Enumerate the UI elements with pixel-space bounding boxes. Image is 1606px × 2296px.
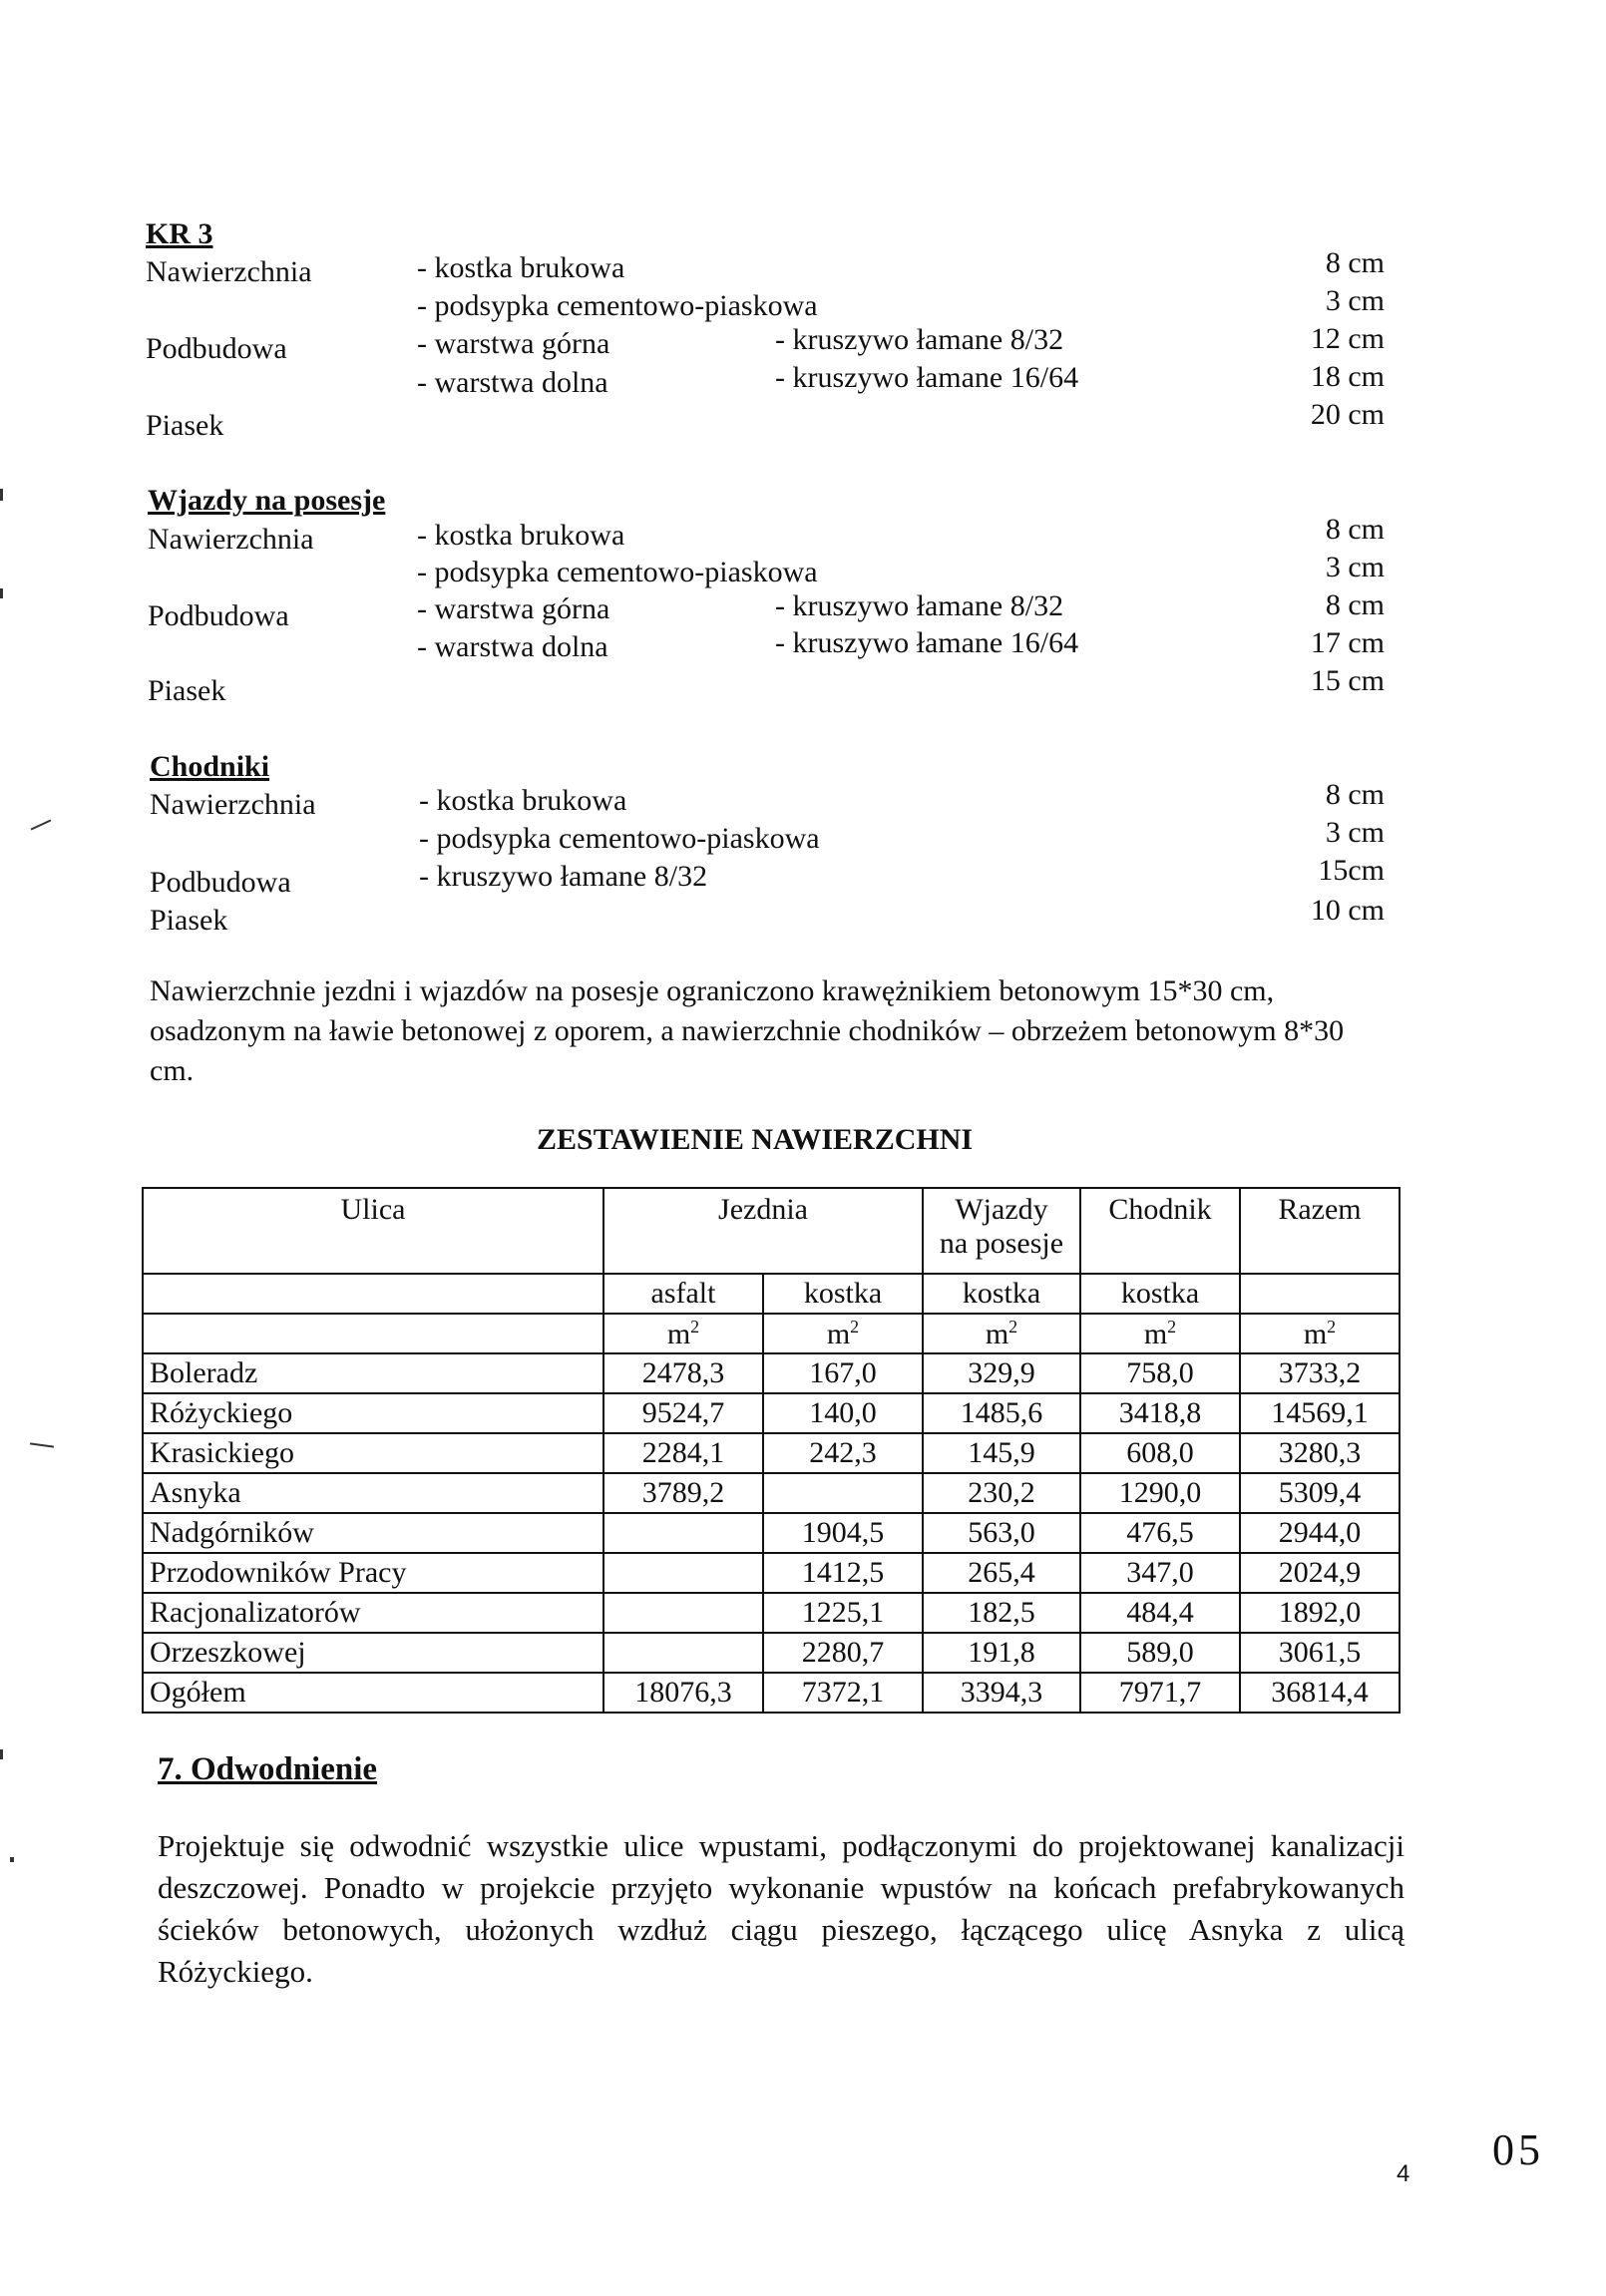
header-wjazdy <box>923 1188 1080 1274</box>
layer-label: Piasek <box>148 674 226 707</box>
cell-razem: 14569,1 <box>1240 1393 1400 1433</box>
layer-desc: - warstwa dolna <box>417 366 608 399</box>
layer-label: Nawierzchnia <box>146 255 312 288</box>
cell-wjazdy: 191,8 <box>923 1633 1080 1673</box>
cell-wjazdy: 563,0 <box>923 1513 1080 1553</box>
layer-desc: - kostka brukowa <box>417 519 625 552</box>
cell-name: Przodowników Pracy <box>143 1553 603 1593</box>
layer-value: 8 cm <box>1325 778 1385 811</box>
cell-chodnik: 476,5 <box>1080 1513 1240 1553</box>
subheader-empty <box>143 1274 603 1314</box>
layer-value: 12 cm <box>1310 322 1385 355</box>
page-stamp: 05 <box>1492 2125 1544 2174</box>
cell-wjazdy: 1485,6 <box>923 1393 1080 1433</box>
table-row <box>143 1633 1400 1673</box>
layer-desc: - warstwa górna <box>417 327 610 360</box>
cell-kostka: 1904,5 <box>763 1513 923 1553</box>
page-number: 4 <box>1397 2160 1410 2187</box>
cell-kostka: 140,0 <box>763 1393 923 1433</box>
layer-desc: - podsypka cementowo-piaskowa <box>417 289 818 322</box>
layer-label: Nawierzchnia <box>150 788 316 821</box>
cell-chodnik: 347,0 <box>1080 1553 1240 1593</box>
table-total-row <box>143 1673 1400 1713</box>
layer-label: Podbudowa <box>150 866 291 899</box>
table-row <box>143 1393 1400 1433</box>
cell-razem: 2944,0 <box>1240 1513 1400 1553</box>
subheader-kostka-chodnik: kostka <box>1080 1274 1240 1314</box>
unit-cell <box>1080 1314 1240 1353</box>
table-row <box>143 1473 1400 1513</box>
layer-label: Podbudowa <box>148 599 289 632</box>
scan-mark <box>0 1749 3 1759</box>
section-title-chodniki: Chodniki <box>150 750 270 783</box>
layer-value: 8 cm <box>1325 513 1385 546</box>
subheader-kostka-wjazdy: kostka <box>923 1274 1080 1314</box>
unit-text: m <box>1303 1317 1328 1350</box>
cell-asfalt <box>603 1633 763 1673</box>
table-unit-row <box>143 1314 1400 1353</box>
layer-desc: - kruszywo łamane 8/32 <box>419 860 708 893</box>
unit-text: m <box>826 1317 851 1350</box>
cell-kostka: 1225,1 <box>763 1593 923 1633</box>
cell-kostka: 242,3 <box>763 1433 923 1473</box>
scan-mark <box>31 819 52 830</box>
header-jezdnia: Jezdnia <box>603 1188 923 1274</box>
cell-razem: 3280,3 <box>1240 1433 1400 1473</box>
cell-name: Orzeszkowej <box>143 1633 603 1673</box>
layer-value: 15cm <box>1318 854 1385 887</box>
unit-text: m <box>666 1317 691 1350</box>
total-asfalt: 18076,3 <box>603 1673 763 1713</box>
cell-chodnik: 484,4 <box>1080 1593 1240 1633</box>
layer-label: Piasek <box>150 904 228 937</box>
layer-value: 18 cm <box>1310 360 1385 393</box>
unit-cell <box>1240 1314 1400 1353</box>
layer-desc: - warstwa dolna <box>417 630 608 663</box>
layer-label: Podbudowa <box>146 332 287 365</box>
cell-asfalt: 3789,2 <box>603 1473 763 1513</box>
cell-name: Nadgórników <box>143 1513 603 1553</box>
layer-value: 17 cm <box>1310 626 1385 659</box>
cell-razem: 2024,9 <box>1240 1553 1400 1593</box>
layer-desc: - warstwa górna <box>417 592 610 625</box>
cell-name: Krasickiego <box>143 1433 603 1473</box>
layer-desc: - kostka brukowa <box>419 784 627 817</box>
unit-text: m <box>1143 1317 1168 1350</box>
section-title-wjazdy: Wjazdy na posesje <box>148 484 386 517</box>
scan-mark <box>0 489 3 501</box>
cell-kostka: 2280,7 <box>763 1633 923 1673</box>
scan-mark <box>0 588 3 598</box>
unit-exp: 2 <box>690 1316 700 1337</box>
table-row <box>143 1593 1400 1633</box>
table-header-row <box>143 1188 1400 1274</box>
total-chodnik: 7971,7 <box>1080 1673 1240 1713</box>
cell-chodnik: 608,0 <box>1080 1433 1240 1473</box>
cell-kostka: 1412,5 <box>763 1553 923 1593</box>
scan-mark <box>10 1857 14 1862</box>
table-title: ZESTAWIENIE NAWIERZCHNI <box>537 1123 974 1156</box>
unit-cell <box>923 1314 1080 1353</box>
layer-value: 20 cm <box>1310 398 1385 431</box>
layer-value: 3 cm <box>1325 284 1385 317</box>
layer-sub: - kruszywo łamane 16/64 <box>775 361 1079 394</box>
surfaces-table <box>142 1187 1401 1714</box>
cell-asfalt <box>603 1513 763 1553</box>
layer-desc: - kostka brukowa <box>417 251 625 284</box>
layer-desc: - podsypka cementowo-piaskowa <box>417 556 818 588</box>
cell-wjazdy: 329,9 <box>923 1353 1080 1393</box>
total-label: Ogółem <box>143 1673 603 1713</box>
cell-chodnik: 3418,8 <box>1080 1393 1240 1433</box>
header-wjazdy-line1: Wjazdy <box>955 1193 1048 1226</box>
header-razem: Razem <box>1240 1188 1400 1274</box>
layer-sub: - kruszywo łamane 16/64 <box>775 626 1079 659</box>
table-row <box>143 1513 1400 1553</box>
section7-paragraph: Projektuje się odwodnić wszystkie ulice wpustami, podłączonymi do projektowanej kanalizacji deszczowej. Ponadto w projekcie przyjęto wykonanie wpustów na końcach prefabrykowanych ścieków betonowych, ułożonych wzdłuż ciągu pieszego, łączącego ulicę Asnyka z ulicą Różyckiego. <box>158 1828 1405 1989</box>
cell-name: Boleradz <box>143 1353 603 1393</box>
cell-asfalt: 2478,3 <box>603 1353 763 1393</box>
cell-razem: 3061,5 <box>1240 1633 1400 1673</box>
header-chodnik: Chodnik <box>1080 1188 1240 1274</box>
cell-chodnik: 589,0 <box>1080 1633 1240 1673</box>
unit-empty <box>143 1314 603 1353</box>
table-row <box>143 1553 1400 1593</box>
cell-chodnik: 758,0 <box>1080 1353 1240 1393</box>
table-subheader-row <box>143 1274 1400 1314</box>
cell-wjazdy: 265,4 <box>923 1553 1080 1593</box>
cell-chodnik: 1290,0 <box>1080 1473 1240 1513</box>
cell-wjazdy: 230,2 <box>923 1473 1080 1513</box>
cell-wjazdy: 182,5 <box>923 1593 1080 1633</box>
unit-exp: 2 <box>850 1316 860 1337</box>
cell-razem: 1892,0 <box>1240 1593 1400 1633</box>
unit-cell <box>603 1314 763 1353</box>
unit-text: m <box>985 1317 1009 1350</box>
total-kostka: 7372,1 <box>763 1673 923 1713</box>
unit-exp: 2 <box>1167 1316 1177 1337</box>
layer-label: Nawierzchnia <box>148 523 314 556</box>
cell-razem: 5309,4 <box>1240 1473 1400 1513</box>
layer-value: 3 cm <box>1325 551 1385 583</box>
layer-desc: - podsypka cementowo-piaskowa <box>419 822 820 855</box>
total-wjazdy: 3394,3 <box>923 1673 1080 1713</box>
scan-mark <box>30 1442 54 1447</box>
curb-paragraph: Nawierzchnie jezdni i wjazdów na posesje ograniczono krawężnikiem betonowym 15*30 cm, osadzonym na ławie betonowej z oporem, a nawierzchnie chodników – obrzeżem betonowym 8*30 cm. <box>150 974 1345 1087</box>
layer-value: 10 cm <box>1310 894 1385 927</box>
unit-exp: 2 <box>1327 1316 1337 1337</box>
cell-kostka <box>763 1473 923 1513</box>
layer-value: 8 cm <box>1325 588 1385 621</box>
cell-name: Różyckiego <box>143 1393 603 1433</box>
layer-label: Piasek <box>146 409 224 442</box>
header-ulica: Ulica <box>143 1188 603 1274</box>
cell-razem: 3733,2 <box>1240 1353 1400 1393</box>
unit-exp: 2 <box>1008 1316 1018 1337</box>
cell-asfalt <box>603 1593 763 1633</box>
header-wjazdy-line2: na posesje <box>939 1227 1064 1260</box>
subheader-asfalt: asfalt <box>603 1274 763 1314</box>
subheader-razem-empty <box>1240 1274 1400 1314</box>
total-razem: 36814,4 <box>1240 1673 1400 1713</box>
layer-value: 3 cm <box>1325 816 1385 849</box>
cell-name: Racjonalizatorów <box>143 1593 603 1633</box>
table-row <box>143 1433 1400 1473</box>
cell-kostka: 167,0 <box>763 1353 923 1393</box>
cell-name: Asnyka <box>143 1473 603 1513</box>
subheader-kostka-jezdnia: kostka <box>763 1274 923 1314</box>
layer-sub: - kruszywo łamane 8/32 <box>775 323 1064 356</box>
cell-asfalt: 9524,7 <box>603 1393 763 1433</box>
layer-sub: - kruszywo łamane 8/32 <box>775 589 1064 622</box>
layer-value: 8 cm <box>1325 246 1385 279</box>
cell-asfalt <box>603 1553 763 1593</box>
cell-asfalt: 2284,1 <box>603 1433 763 1473</box>
section7-heading: 7. Odwodnienie <box>158 1751 378 1787</box>
unit-cell <box>763 1314 923 1353</box>
cell-wjazdy: 145,9 <box>923 1433 1080 1473</box>
table-row <box>143 1353 1400 1393</box>
section-title-kr3: KR 3 <box>146 217 213 250</box>
layer-value: 15 cm <box>1310 664 1385 697</box>
